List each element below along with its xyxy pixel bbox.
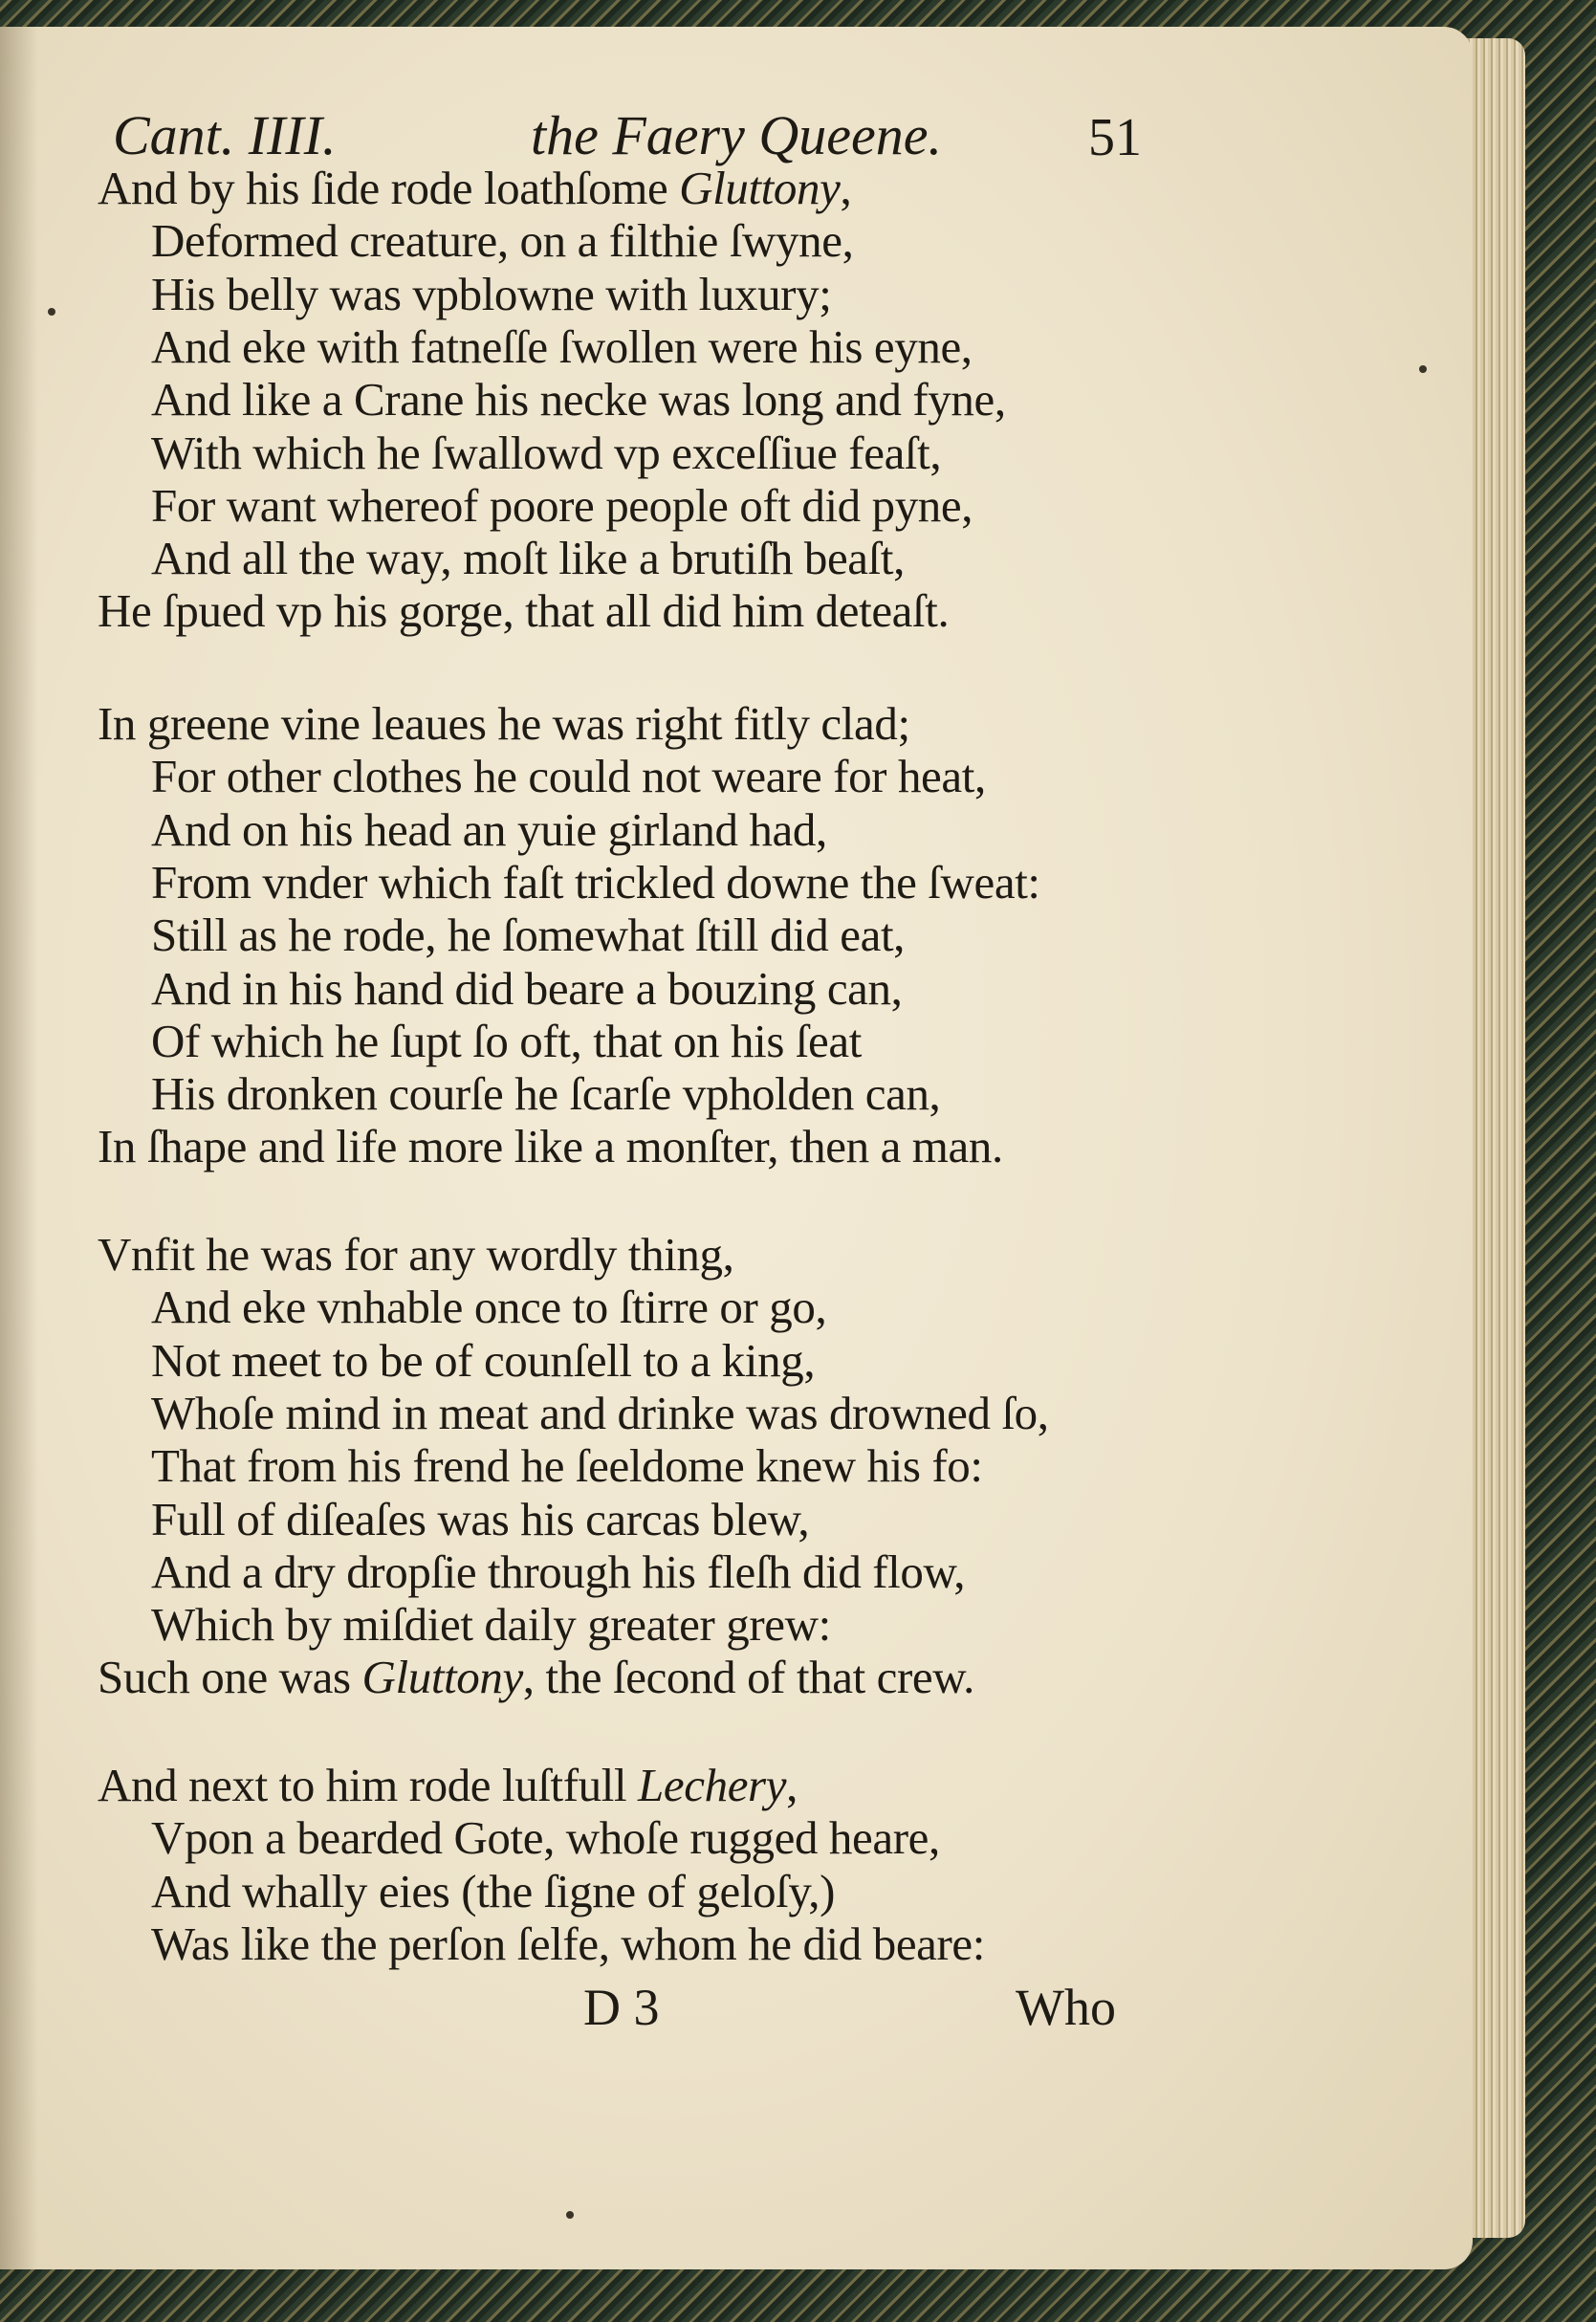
ink-speck — [566, 2211, 574, 2219]
verse-line: With which he ſwallowd vp exceſſiue feaſt, — [151, 426, 942, 479]
verse-line: For want whereof poore people oft did pyne, — [151, 478, 973, 532]
verse-line: Still as he rode, he ſomewhat ſtill did eat, — [151, 909, 906, 962]
verse-line: Was like the perſon ſelfe, whom he did beare: — [151, 1917, 985, 1970]
verse-line: Such one was Gluttony, the ſecond of that crew. — [98, 1651, 974, 1704]
verse-line: And eke with fatneſſe ſwollen were his eyne, — [151, 319, 973, 373]
gutter-shadow — [0, 27, 38, 2269]
verse-line: From vnder which faſt trickled downe the ſweat: — [151, 855, 1040, 909]
verse-line: And by his ſide rode loathſome Gluttony, — [98, 162, 852, 214]
catchword: Who — [1016, 1979, 1116, 2036]
verse-line: In greene vine leaues he was right fitly clad; — [98, 697, 910, 750]
verse-line: His dronken courſe he ſcarſe vpholden can, — [151, 1067, 941, 1121]
verse-line: Not meet to be of counſell to a king, — [151, 1333, 816, 1387]
verse-line: Vnfit he was for any wordly thing, — [98, 1228, 734, 1281]
verse-line: And on his head an yuie girland had, — [151, 802, 827, 856]
verse-line: And whally eies (the ſigne of geloſy,) — [151, 1864, 836, 1917]
verse-line: He ſpued vp his gorge, that all did him deteaſt. — [98, 584, 950, 638]
canto-heading: Cant. IIII. — [113, 104, 337, 166]
verse-line: His belly was vpblowne with luxury; — [151, 267, 832, 320]
verse-line: Whoſe mind in meat and drinke was drowned ſo, — [151, 1386, 1049, 1439]
signature-mark: D 3 — [583, 1979, 660, 2036]
verse-line: For other clothes he could not weare for heat, — [151, 750, 986, 803]
verse-line: Which by miſdiet daily greater grew: — [151, 1598, 831, 1652]
verse-line: That from his frend he ſeeldome knew his fo: — [151, 1439, 983, 1493]
ink-speck — [48, 308, 55, 316]
verse-line: Full of diſeaſes was his carcas blew, — [151, 1492, 810, 1545]
running-title: the Faery Queene. — [531, 104, 942, 166]
verse-line: And all the way, moſt like a brutiſh beaſt, — [151, 532, 905, 585]
page-number: 51 — [1088, 108, 1142, 167]
verse-line: Vpon a bearded Gote, whoſe rugged heare, — [151, 1811, 940, 1865]
verse-line: And eke vnhable once to ſtirre or go, — [151, 1281, 827, 1334]
verse-line: And in his hand did beare a bouzing can, — [151, 961, 903, 1015]
verse-line: Deformed creature, on a filthie ſwyne, — [151, 214, 854, 268]
verse-line: In ſhape and life more like a monſter, then a man. — [98, 1120, 1003, 1173]
ink-speck — [1419, 365, 1427, 373]
verse-line: And like a Crane his necke was long and fyne, — [151, 373, 1006, 427]
verse-line: And next to him rode luſtfull Lechery, — [98, 1759, 798, 1811]
verse-line: And a dry dropſie through his fleſh did flow, — [151, 1544, 966, 1598]
verse-line: Of which he ſupt ſo oft, that on his ſeat — [151, 1014, 862, 1067]
